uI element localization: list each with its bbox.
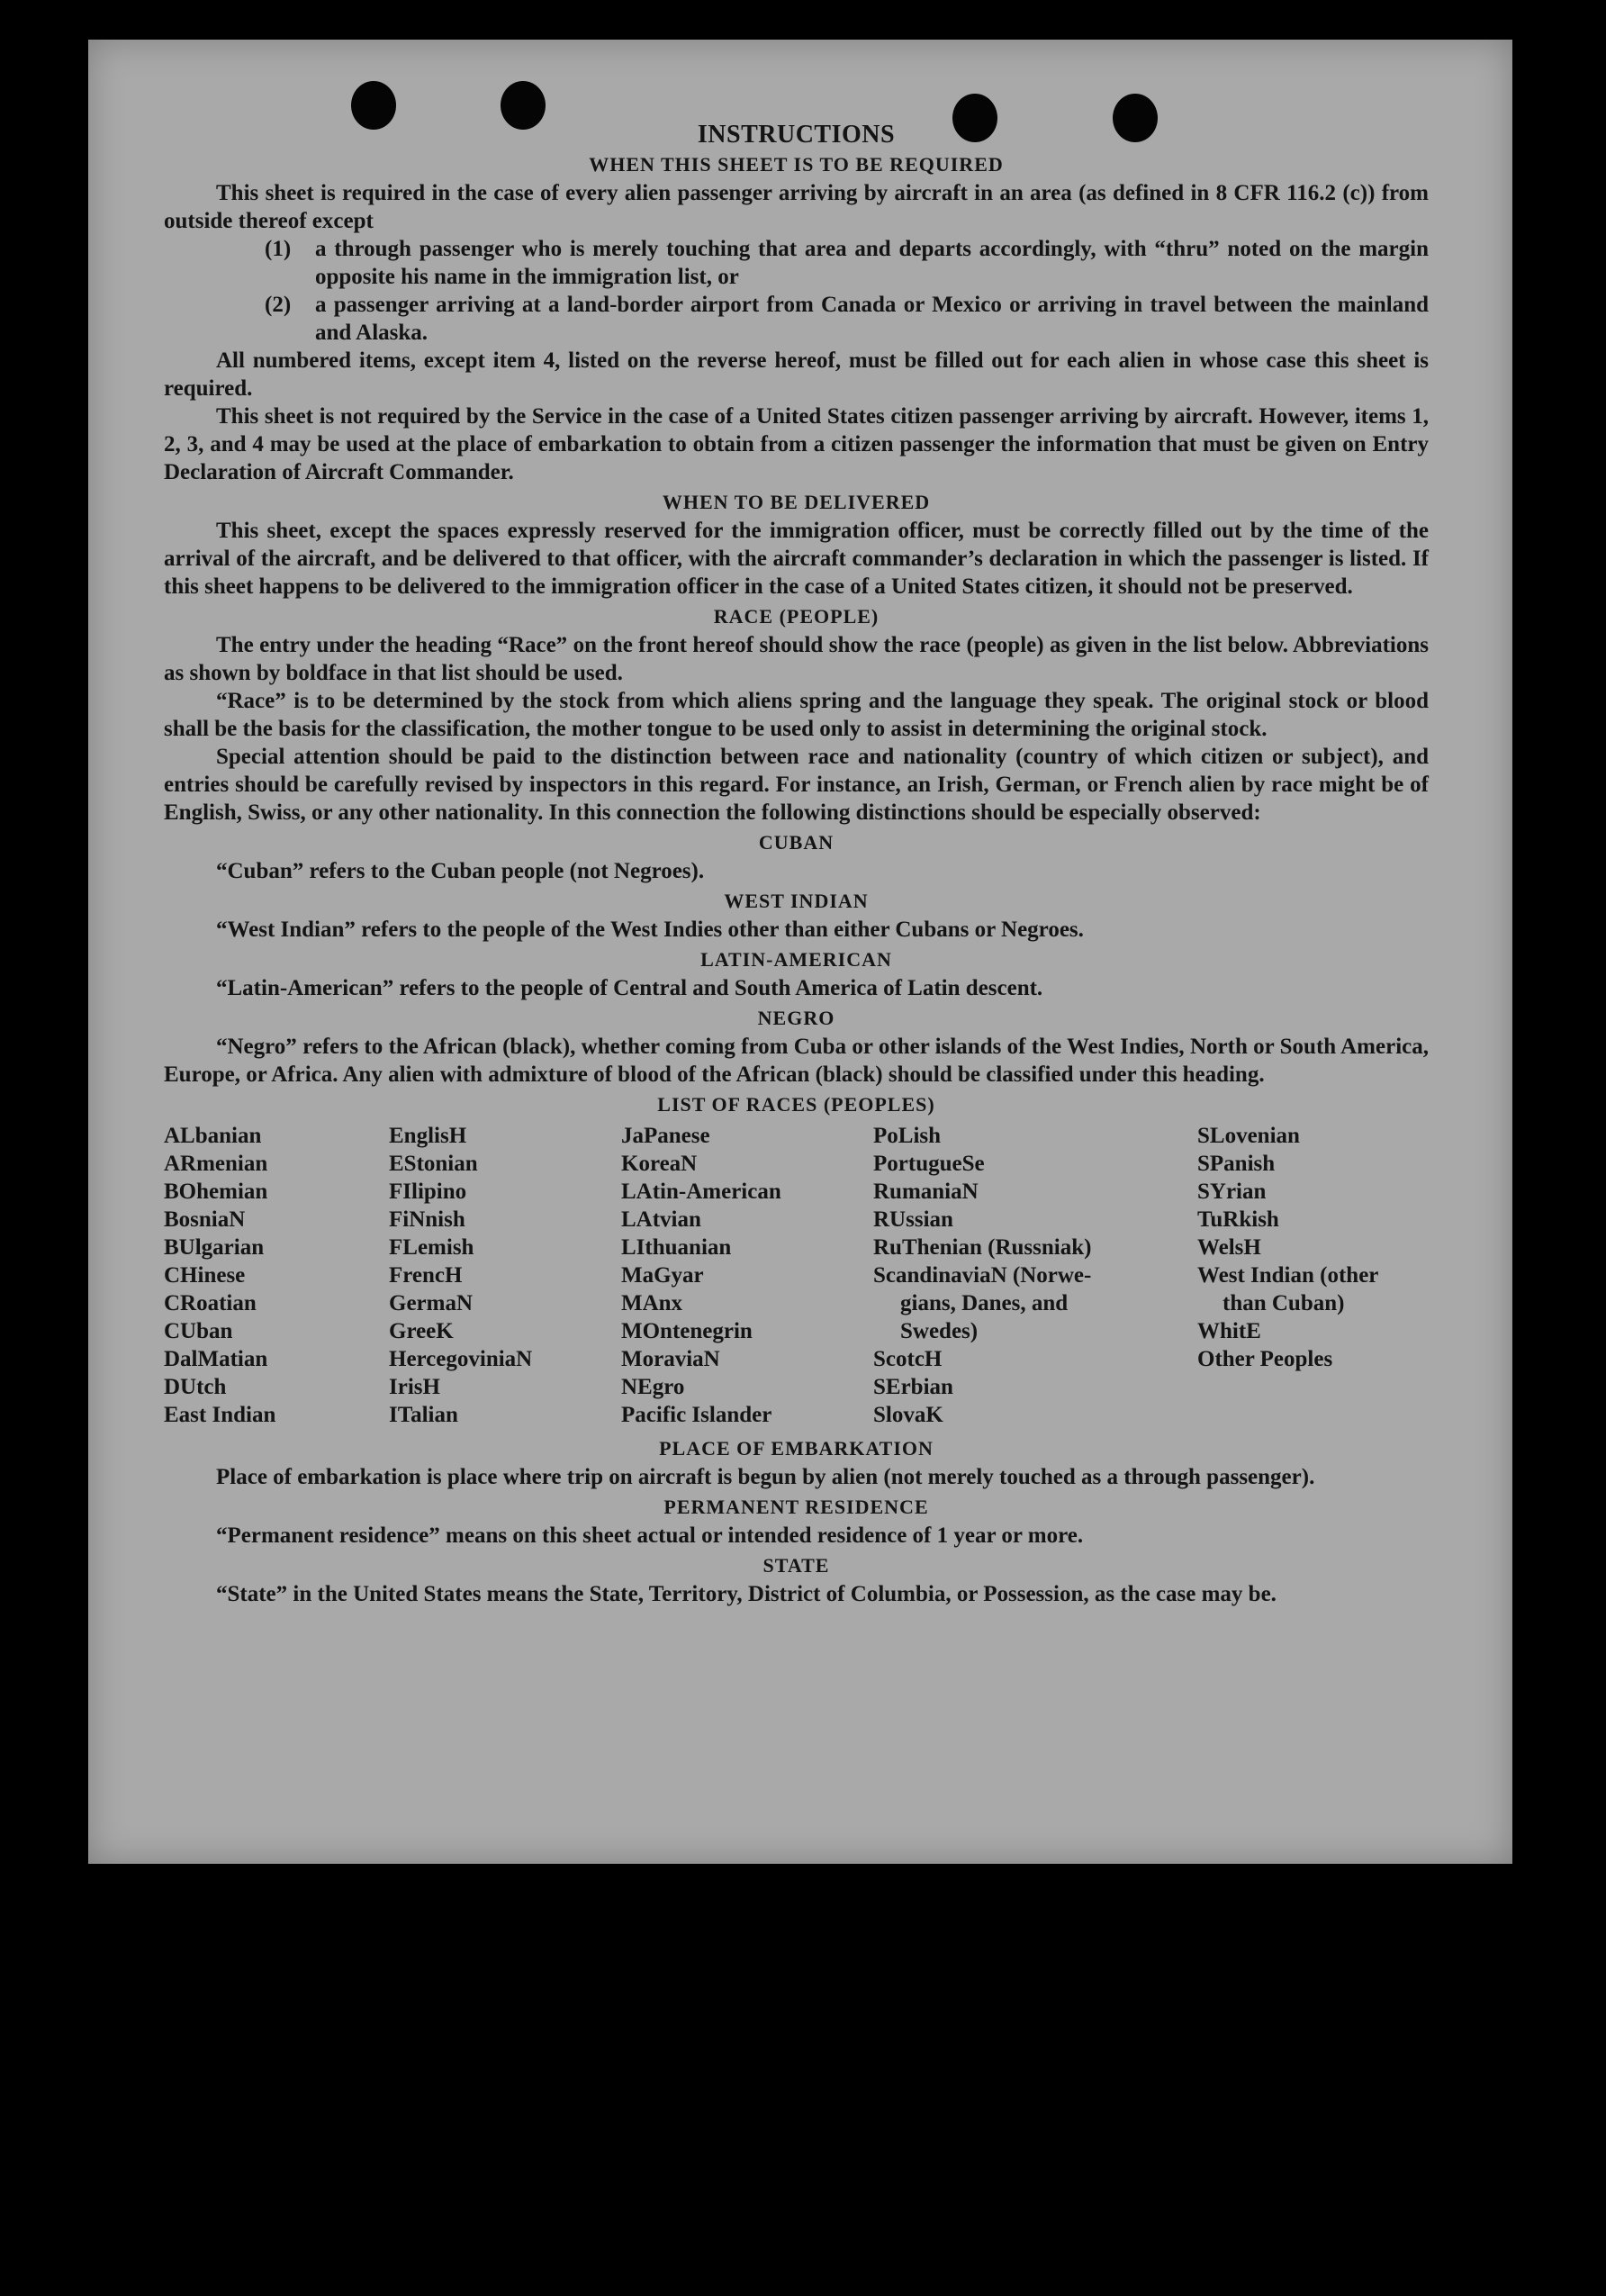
instruction-sheet (88, 40, 1512, 1864)
race-entry: DalMatian (164, 1347, 268, 1371)
heading-state: STATE (762, 1554, 830, 1577)
race-entry: BosniaN (164, 1207, 246, 1232)
paragraph: “Race” is to be determined by the stock from which aliens spring and the language they speak. The original stock or blood shall be the basis for the classification, the mother tongue to be used only to assist in determining the original stock. (164, 689, 1429, 741)
paragraph: This sheet is not required by the Service in the case of a United States citizen passenger arriving by aircraft. However, items 1, 2, 3, and 4 may be used at the place of embarkation to obtain from a citizen passenger the information that must be given on Entry Declaration of Aircraft Commander. (164, 404, 1429, 484)
heading-permanent-residence: PERMANENT RESIDENCE (663, 1496, 929, 1518)
race-entry: gians, Danes, and (900, 1291, 1069, 1315)
paragraph: This sheet is required in the case of every alien passenger arriving by aircraft in an area (as defined in 8 CFR 116.2 (c)) from outside thereof except (164, 181, 1429, 233)
race-entry: ITalian (389, 1403, 458, 1427)
instructions-body (164, 121, 1429, 1608)
paragraph: “Permanent residence” means on this sheet actual or intended residence of 1 year or more. (216, 1523, 1084, 1548)
race-entry: LAtin-American (621, 1180, 781, 1204)
paragraph: All numbered items, except item 4, listed on the reverse hereof, must be filled out for each alien in whose case this sheet is required. (164, 348, 1429, 401)
race-entry: TuRkish (1197, 1207, 1279, 1232)
race-entry: BUlgarian (164, 1235, 265, 1260)
race-entry: CUban (164, 1319, 233, 1343)
race-entry: ALbanian (164, 1124, 262, 1148)
heading-when-required: WHEN THIS SHEET IS TO BE REQUIRED (589, 153, 1004, 176)
paragraph: This sheet, except the spaces expressly reserved for the immigration officer, must be correctly filled out by the time of the arrival of the aircraft, and be delivered to that officer, with the aircraft commander’s declaration in which the passenger is listed. If this sheet happens to be delivered to the immigration officer in the case of a United States citizen, it should not be preserved. (164, 519, 1429, 599)
race-entry: RumaniaN (873, 1180, 979, 1204)
race-entry: WhitE (1197, 1319, 1261, 1343)
race-entry: FLemish (389, 1235, 474, 1260)
race-entry: ScotcH (873, 1347, 943, 1371)
race-entry: IrisH (389, 1375, 440, 1399)
heading-negro: NEGRO (757, 1007, 835, 1029)
paragraph: “Latin-American” refers to the people of Central and South America of Latin descent. (216, 976, 1043, 1000)
paragraph: “State” in the United States means the State, Territory, District of Columbia, or Possession, as the case may be. (216, 1582, 1277, 1606)
race-entry: FrencH (389, 1263, 463, 1288)
heading-west-indian: WEST INDIAN (724, 890, 869, 912)
race-entry: CRoatian (164, 1291, 257, 1315)
race-entry: than Cuban) (1223, 1291, 1345, 1315)
races-column (873, 1122, 1197, 1429)
race-entry: DUtch (164, 1375, 227, 1399)
race-entry: SErbian (873, 1375, 953, 1399)
item-text: a through passenger who is merely touching that area and departs accordingly, with “thru” noted on the margin opposite his name in the immigration list, or (315, 237, 1429, 289)
paragraph: Special attention should be paid to the distinction between race and nationality (country of which citizen or subject), and entries should be carefully revised by inspectors in this regard. For instance, an Irish, German, or French alien by race might be of English, Swiss, or any other nationality. In this connection the following distinctions should be especially observed: (164, 745, 1429, 825)
race-entry: HercegoviniaN (389, 1347, 533, 1371)
page-title: INSTRUCTIONS (697, 121, 896, 149)
race-entry: SlovaK (873, 1403, 943, 1427)
race-entry: SYrian (1197, 1180, 1267, 1204)
item-text: a passenger arriving at a land-border airport from Canada or Mexico or arriving in travel between the mainland and Alaska. (315, 293, 1429, 345)
races-column (164, 1122, 389, 1429)
race-entry: SLovenian (1197, 1124, 1300, 1148)
race-entry: East Indian (164, 1403, 276, 1427)
paragraph: “Cuban” refers to the Cuban people (not Negroes). (216, 859, 705, 883)
race-entry: ARmenian (164, 1152, 268, 1176)
paragraph: “Negro” refers to the African (black), whether coming from Cuba or other islands of the West Indies, North or South America, Europe, or Africa. Any alien with admixture of blood of the African (black) should be classified under this heading. (164, 1035, 1429, 1087)
race-entry: FIlipino (389, 1180, 467, 1204)
heading-embarkation: PLACE OF EMBARKATION (659, 1437, 934, 1460)
heading-latin-american: LATIN-AMERICAN (700, 948, 892, 971)
heading-cuban: CUBAN (758, 831, 835, 854)
paragraph: Place of embarkation is place where trip on aircraft is begun by alien (not merely touched as a through passenger). (216, 1465, 1315, 1489)
races-list (164, 1122, 1429, 1429)
race-entry: West Indian (other (1197, 1263, 1379, 1288)
race-entry: EStonian (389, 1152, 478, 1176)
item-number: (2) (265, 293, 292, 317)
race-entry: RUssian (873, 1207, 953, 1232)
race-entry: Other Peoples (1197, 1347, 1333, 1371)
race-entry: SPanish (1197, 1152, 1276, 1176)
race-entry: BOhemian (164, 1180, 268, 1204)
race-entry: LAtvian (621, 1207, 701, 1232)
race-entry: MOntenegrin (621, 1319, 753, 1343)
race-entry: RuThenian (Russniak) (873, 1235, 1092, 1260)
numbered-item (265, 235, 1429, 291)
race-entry: EnglisH (389, 1124, 467, 1148)
race-entry: LIthuanian (621, 1235, 732, 1260)
item-number: (1) (265, 237, 292, 261)
race-entry: Pacific Islander (621, 1403, 772, 1427)
race-entry: ScandinaviaN (Norwe- (873, 1263, 1092, 1288)
heading-race: RACE (PEOPLE) (713, 605, 880, 628)
numbered-item (265, 291, 1429, 347)
race-entry: FiNnish (389, 1207, 465, 1232)
races-column (389, 1122, 621, 1429)
heading-when-delivered: WHEN TO BE DELIVERED (662, 491, 931, 513)
race-entry: PoLish (873, 1124, 942, 1148)
race-entry: PortugueSe (873, 1152, 985, 1176)
race-entry: Swedes) (900, 1319, 979, 1343)
race-entry: WelsH (1197, 1235, 1261, 1260)
races-column (1197, 1122, 1429, 1429)
race-entry: KoreaN (621, 1152, 698, 1176)
heading-list-of-races: LIST OF RACES (PEOPLES) (657, 1093, 935, 1116)
race-entry: NEgro (621, 1375, 685, 1399)
race-entry: GreeK (389, 1319, 454, 1343)
race-entry: JaPanese (621, 1124, 710, 1148)
race-entry: MoraviaN (621, 1347, 720, 1371)
paragraph: The entry under the heading “Race” on the front hereof should show the race (people) as given in the list below. Abbreviations as shown by boldface in that list should be used. (164, 633, 1429, 685)
races-column (621, 1122, 873, 1429)
race-entry: CHinese (164, 1263, 246, 1288)
race-entry: GermaN (389, 1291, 474, 1315)
paragraph: “West Indian” refers to the people of the West Indies other than either Cubans or Negroes. (216, 917, 1084, 942)
race-entry: MAnx (621, 1291, 683, 1315)
race-entry: MaGyar (621, 1263, 704, 1288)
